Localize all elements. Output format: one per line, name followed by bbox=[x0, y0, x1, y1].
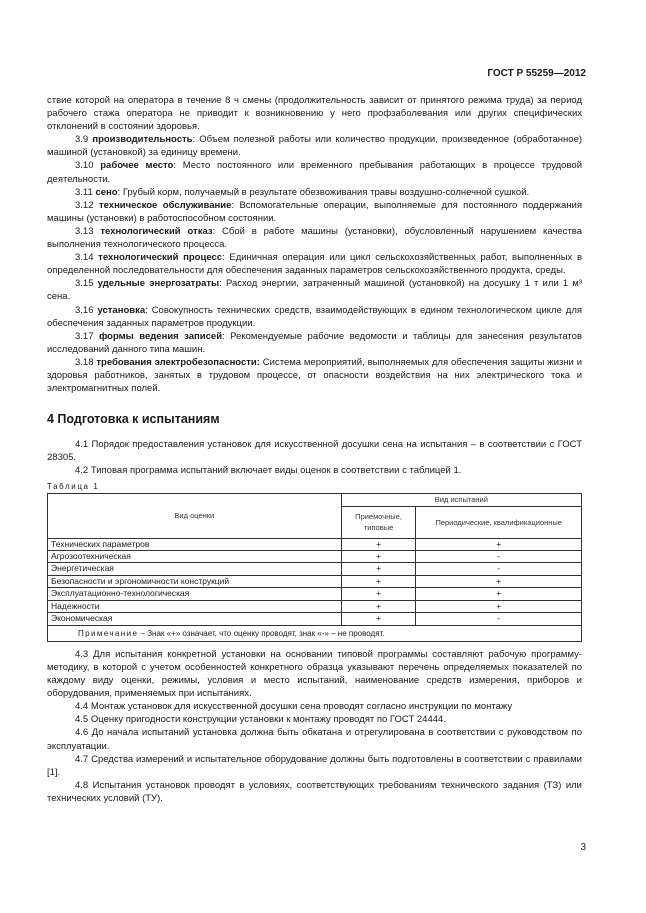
definition-item bbox=[47, 251, 582, 277]
table-row bbox=[48, 575, 582, 587]
table-cell-acc: + bbox=[341, 600, 416, 612]
table-row bbox=[48, 551, 582, 563]
table-cell-name: Надежности bbox=[48, 600, 342, 612]
definition-term: формы ведения записей bbox=[98, 330, 223, 342]
definition-item bbox=[47, 330, 582, 356]
header-kind: Вид оценки bbox=[48, 494, 342, 538]
table-cell-acc: + bbox=[341, 563, 416, 575]
section-title: 4 Подготовка к испытаниям bbox=[47, 412, 220, 427]
page-number: 3 bbox=[580, 842, 586, 853]
table-cell-acc: + bbox=[341, 613, 416, 625]
definition-term: технологический отказ bbox=[100, 225, 213, 237]
note-label: Примечание bbox=[78, 628, 139, 638]
definition-term: сено bbox=[95, 186, 118, 198]
definition-number: 3.11 bbox=[75, 186, 93, 198]
intro-paragraph: ствие которой на оператора в течение 8 ч смены (продолжительность зависит от принятого режима труда) за период рабочего стажа оператора не приводит к возникновению у него профзаболевания или других специфических отклонений в состоянии здоровья. bbox=[47, 95, 582, 133]
definition-text: : Сбой в работе машины (установки), обусловленный нарушением качества выполнения технологического процесса. bbox=[47, 225, 583, 251]
table-cell-per: + bbox=[416, 588, 582, 600]
table-cell-name: Технических параметров bbox=[48, 538, 342, 550]
table-body bbox=[48, 538, 582, 625]
definition-item bbox=[47, 186, 582, 199]
after-table-paragraphs bbox=[47, 648, 582, 805]
definition-number: 3.15 bbox=[75, 278, 94, 290]
table-cell-name: Агрозоотехническая bbox=[48, 551, 342, 563]
table-caption: Таблица 1 bbox=[47, 482, 100, 492]
definition-text: : Объем полезной работы или количество продукции, произведенное (обработанное) машиной (установкой) за единицу времени. bbox=[47, 134, 583, 159]
definition-term: рабочее место bbox=[100, 160, 174, 172]
definition-item bbox=[47, 356, 582, 395]
definition-text: : Расход энергии, затраченный машиной (установкой) на досушку 1 т или 1 м³ сена. bbox=[47, 278, 582, 303]
definition-number: 3.12 bbox=[75, 199, 94, 211]
definition-term: установка bbox=[97, 304, 146, 316]
page-content bbox=[47, 94, 582, 805]
definition-number: 3.10 bbox=[75, 160, 94, 172]
table-row bbox=[48, 563, 582, 575]
definition-number: 3.18 bbox=[75, 356, 94, 368]
definition-item bbox=[47, 133, 582, 159]
definition-text: : Грубый корм, получаемый в результате обезвоживания травы воздушно-солнечной сушкой. bbox=[117, 186, 530, 198]
note-text: – Знак «+» означает, что оценку проводят, знак «-» – не проводят. bbox=[138, 628, 385, 638]
table-cell-acc: + bbox=[341, 538, 416, 550]
definition-text: : Единичная операция или цикл сельскохозяйственных работ, выполненных в определенной последовательности для обеспечения заданных параметров сельскохозяйственного продукта, среды. bbox=[47, 252, 583, 277]
paragraph: 4.5 Оценку пригодности конструкции установки к монтажу проводят по ГОСТ 24444. bbox=[75, 714, 446, 726]
paragraph: 4.3 Для испытания конкретной установки на основании типовой программы составляют рабочую программу-методику, в которой с учетом особенностей конкретного образца указывают перечень определяемых показателей по каждому виду оценки, режимы, условия и место испытаний, наименование средств измерения, приборов и оборудования, применяемых при испытаниях. bbox=[47, 648, 582, 700]
table-row bbox=[48, 613, 582, 625]
paragraph: 4.6 До начала испытаний установка должна быть обкатана и отрегулирована в соответствии с руководством по эксплуатации. bbox=[47, 727, 582, 752]
definition-number: 3.9 bbox=[75, 134, 89, 146]
table-cell-per: + bbox=[416, 575, 582, 587]
header-acceptance: Приемочные, типовые bbox=[341, 506, 416, 538]
table-cell-name: Энергетическая bbox=[48, 563, 342, 575]
table-cell-acc: + bbox=[341, 575, 416, 587]
definition-number: 3.14 bbox=[75, 252, 94, 264]
definition-term: технологический процесс bbox=[98, 252, 223, 264]
definition-number: 3.17 bbox=[75, 330, 94, 342]
table-row bbox=[48, 588, 582, 600]
table-note bbox=[48, 625, 582, 641]
table-cell-name: Экономическая bbox=[48, 613, 342, 625]
table-cell-acc: + bbox=[341, 551, 416, 563]
definition-term: требования электробезопасности: bbox=[96, 356, 260, 368]
table-row bbox=[48, 600, 582, 612]
definition-item bbox=[47, 304, 582, 330]
table-cell-per: - bbox=[416, 563, 582, 575]
definition-item bbox=[47, 159, 582, 185]
definition-term: техническое обслуживание bbox=[98, 199, 232, 211]
definition-text: : Вспомогательные операции, выполняемые для постоянного поддержания машины (установки) в работоспособном состоянии. bbox=[47, 199, 583, 224]
paragraph: 4.4 Монтаж установок для искусственной досушки сена проводят согласно инструкции по монтажу bbox=[75, 701, 513, 713]
header-tests: Вид испытаний bbox=[341, 494, 581, 506]
definition-number: 3.13 bbox=[75, 225, 94, 237]
table-cell-name: Эксплуатационно-технологическая bbox=[48, 588, 342, 600]
table-cell-per: + bbox=[416, 600, 582, 612]
definition-item bbox=[47, 199, 582, 225]
paragraph-4-2: 4.2 Типовая программа испытаний включает виды оценок в соответствии с таблицей 1. bbox=[75, 465, 462, 477]
definition-text: : Место постоянного или временного пребывания работающих в процессе трудовой деятельности. bbox=[47, 160, 582, 185]
paragraph: 4.8 Испытания установок проводят в условиях, соответствующих требованиям технического задания (ТЗ) или технических условий (ТУ). bbox=[47, 779, 582, 804]
definition-item bbox=[47, 277, 582, 303]
paragraph: 4.7 Средства измерений и испытательное оборудование должны быть подготовлены в соответствии с правилами [1]. bbox=[47, 753, 582, 778]
definition-term: удельные энергозатраты bbox=[97, 278, 220, 290]
table-row bbox=[48, 538, 582, 550]
definition-item bbox=[47, 225, 582, 251]
definitions-list bbox=[47, 133, 582, 395]
definition-term: производительность bbox=[92, 134, 193, 146]
table-cell-name: Безопасности и эргономичности конструкций bbox=[48, 575, 342, 587]
table-cell-per: - bbox=[416, 613, 582, 625]
table-cell-per: - bbox=[416, 551, 582, 563]
definition-number: 3.16 bbox=[75, 304, 94, 316]
assessment-table bbox=[47, 493, 582, 641]
table-cell-per: + bbox=[416, 538, 582, 550]
header-periodic: Периодические, квалификационные bbox=[416, 506, 582, 538]
definition-text: : Рекомендуемые рабочие ведомости и таблицы для занесения результатов исследований данного типа машин. bbox=[47, 330, 582, 355]
definition-text: Система мероприятий, выполняемых для обеспечения защиты жизни и здоровья работников, занятых в трудовом процессе, от опасности воздействия на них электрического тока и электромагнитных полей. bbox=[47, 356, 583, 395]
table-cell-acc: + bbox=[341, 588, 416, 600]
definition-text: : Совокупность технических средств, взаимодействующих в едином технологическом цикле для обеспечения заданных параметров продукции. bbox=[47, 304, 583, 329]
standard-header: ГОСТ Р 55259—2012 bbox=[487, 68, 586, 79]
paragraph-4-1: 4.1 Порядок предоставления установок для искусственной досушки сена на испытания – в соответствии с ГОСТ 28305. bbox=[47, 439, 582, 464]
